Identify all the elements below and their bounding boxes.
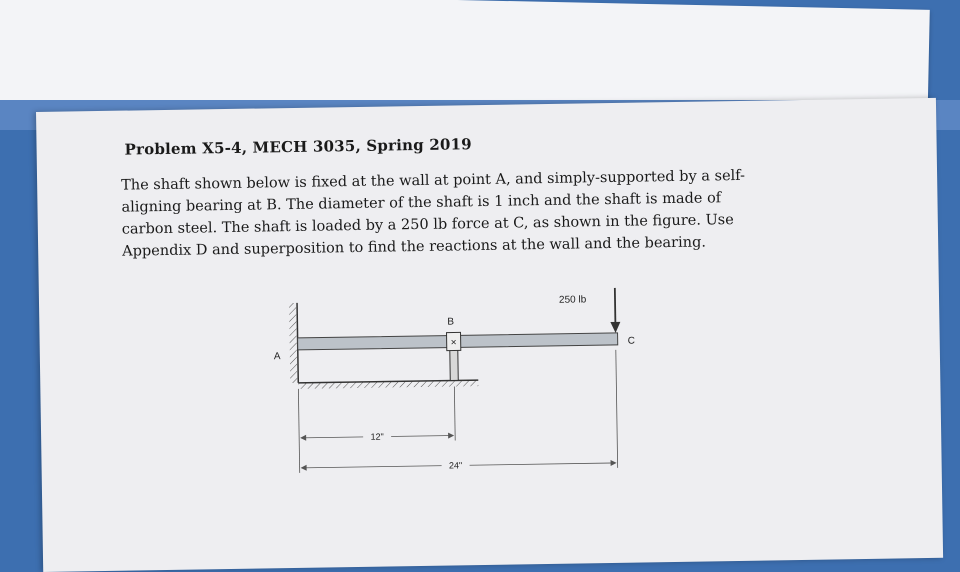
extension-line-a <box>298 389 299 473</box>
point-a-label: A <box>273 351 281 363</box>
wall-hatch <box>289 303 297 383</box>
statement-line-3: carbon steel. The shaft is loaded by a 250 lb force at C, as shown in the figure. Use <box>121 212 734 238</box>
load-arrowhead <box>610 322 620 333</box>
load-label: 250 lb <box>558 294 587 306</box>
statement-line-4: Appendix D and superposition to find the reactions at the wall and the bearing. <box>122 234 707 260</box>
bearing-post <box>450 349 458 380</box>
point-c-label: C <box>627 335 635 347</box>
point-b-label: B <box>447 316 455 328</box>
dimension-label-ac: 24" <box>448 460 463 471</box>
shaft-figure <box>273 287 672 493</box>
statement-line-1: The shaft shown below is fixed at the wall at point A, and simply-supported by a self- <box>121 167 746 194</box>
extension-line-c <box>616 350 618 468</box>
problem-statement <box>121 164 822 263</box>
dimension-label-ab: 12" <box>370 431 384 442</box>
svg-text:×: × <box>450 337 457 349</box>
extension-line-b <box>454 386 455 440</box>
statement-line-2: aligning bearing at B. The diameter of the shaft is 1 inch and the shaft is made of <box>121 190 722 216</box>
problem-title: Problem X5-4, MECH 3035, Spring 2019 <box>124 135 472 159</box>
load-arrow <box>615 288 616 326</box>
problem-sheet <box>36 98 943 572</box>
